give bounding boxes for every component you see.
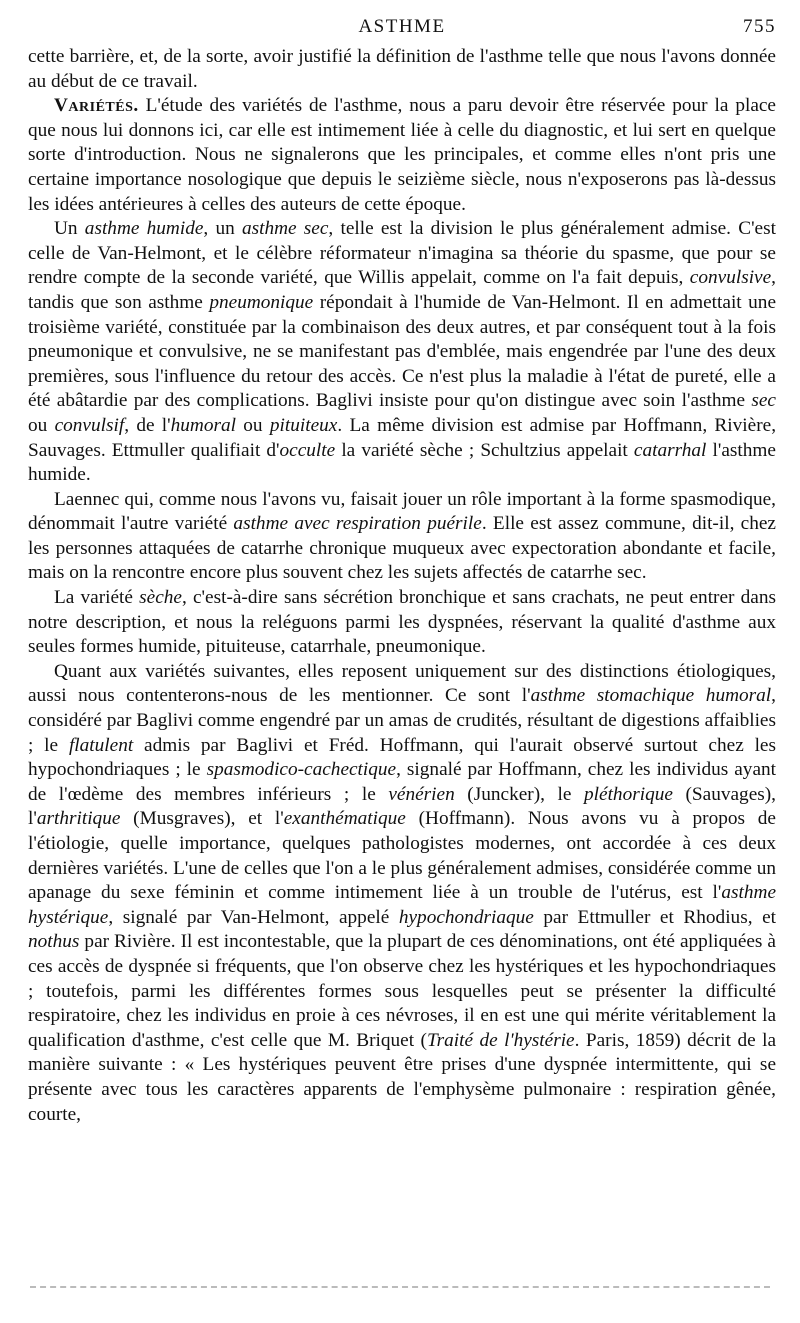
- paragraph-varietes: [28, 94, 776, 217]
- paragraph: La variété sèche, c'est-à-dire sans sécrétion bronchique et sans crachats, ne peut entrer dans notre description, et nous la reléguons parmi les dyspnées, réservant la qualité d'asthme aux seules formes humide, pituiteuse, catarrhale, pneumonique.: [28, 587, 776, 658]
- footer-rule: [30, 1286, 770, 1288]
- body-text: [28, 45, 776, 1127]
- paragraph: Laennec qui, comme nous l'avons vu, faisait jouer un rôle important à la forme spasmodique, dénommait l'autre variété asthme avec respiration puérile. Elle est assez commune, dit-il, chez les personnes attaquées de catarrhe chronique muqueux avec expectoration abondante et facile, mais on la rencontre encore plus souvent chez les sujets affectés de catarrhe sec.: [28, 488, 776, 584]
- section-lead: Variétés.: [54, 95, 139, 117]
- running-head: [28, 16, 776, 46]
- running-title: ASTHME: [358, 16, 446, 37]
- paragraph: Quant aux variétés suivantes, elles reposent uniquement sur des distinctions étiologiques, aussi nous contenterons-nous de les mentionner. Ce sont l'asthme stomachique humoral, considéré par Baglivi comme engendré par un amas de crudités, résultant de digestions affaiblies ; le flatulent admis par Baglivi et Fréd. Hoffmann, qui l'aurait observé surtout chez les hypochondriaques ; le spasmodico-cachectique, signalé par Hoffmann, chez les individus ayant de l'œdème des membres inférieurs ; le vénérien (Juncker), le pléthorique (Sauvages), l'arthritique (Musgraves), et l'exanthématique (Hoffmann). Nous avons vu à propos de l'étiologie, quelle importance, quelques pathologistes modernes, ont accordée à ces deux dernières variétés. L'une de celles que l'on a le plus généralement admises, considérée comme un apanage du sexe féminin et comme intimement liée à un trouble de l'utérus, est l'asthme hystérique, signalé par Van-Helmont, appelé hypochondriaque par Ettmuller et Rhodius, et nothus par Rivière. Il est incontestable, que la plupart de ces dénominations, ont été appliquées à ces accès de dyspnée si fréquents, que l'on observe chez les hystériques et les hypochondriaques ; toutefois, parmi les différentes formes sous lesquelles peut se présenter la difficulté respiratoire, chez les individus en proie à ces névroses, il en est une qui mérite véritablement la qualification d'asthme, c'est celle que M. Briquet (Traité de l'hystérie. Paris, 1859) décrit de la manière suivante : « Les hystériques peuvent être prises d'une dyspnée intermittente, qui se présente avec tous les caractères apparents de l'emphysème pulmonaire : respiration gênée, courte,: [28, 660, 776, 1125]
- paragraph-text: L'étude des variétés de l'asthme, nous a paru devoir être réservée pour la place que nous lui donnons ici, car elle est intimement liée à celle du diagnostic, et lui sert en quelque sorte d'introduction. Nous ne signalerons que les principales, et comme elles n'ont pris une certaine importance nosologique que depuis le seizième siècle, nous n'exposerons pas là-dessus les idées antérieures à celles des auteurs de cette époque.: [28, 95, 776, 215]
- page-number: 755: [743, 16, 776, 37]
- paragraph: cette barrière, et, de la sorte, avoir justifié la définition de l'asthme telle que nous l'avons donnée au début de ce travail.: [28, 46, 776, 92]
- paragraph: Un asthme humide, un asthme sec, telle est la division le plus généralement admise. C'est celle de Van-Helmont, et le célèbre réformateur n'imagina sa théorie du spasme, que pour se rendre compte de la seconde variété, que Willis appelait, comme on l'a fait depuis, convulsive, tandis que son asthme pneumonique répondait à l'humide de Van-Helmont. Il en admettait une troisième variété, constituée par la combinaison des deux autres, et par conséquent tout à la fois pneumonique et convulsive, ne se manifestant pas d'emblée, mais engendrée par l'une des deux premières, sous l'influence du retour des accès. Ce n'est plus la maladie à l'état de pureté, elle a été abâtardie par des complications. Baglivi insiste pour qu'on distingue avec soin l'asthme sec ou convulsif, de l'humoral ou pituiteux. La même division est admise par Hoffmann, Rivière, Sauvages. Ettmuller qualifiait d'occulte la variété sèche ; Schultzius appelait catarrhal l'asthme humide.: [28, 218, 777, 486]
